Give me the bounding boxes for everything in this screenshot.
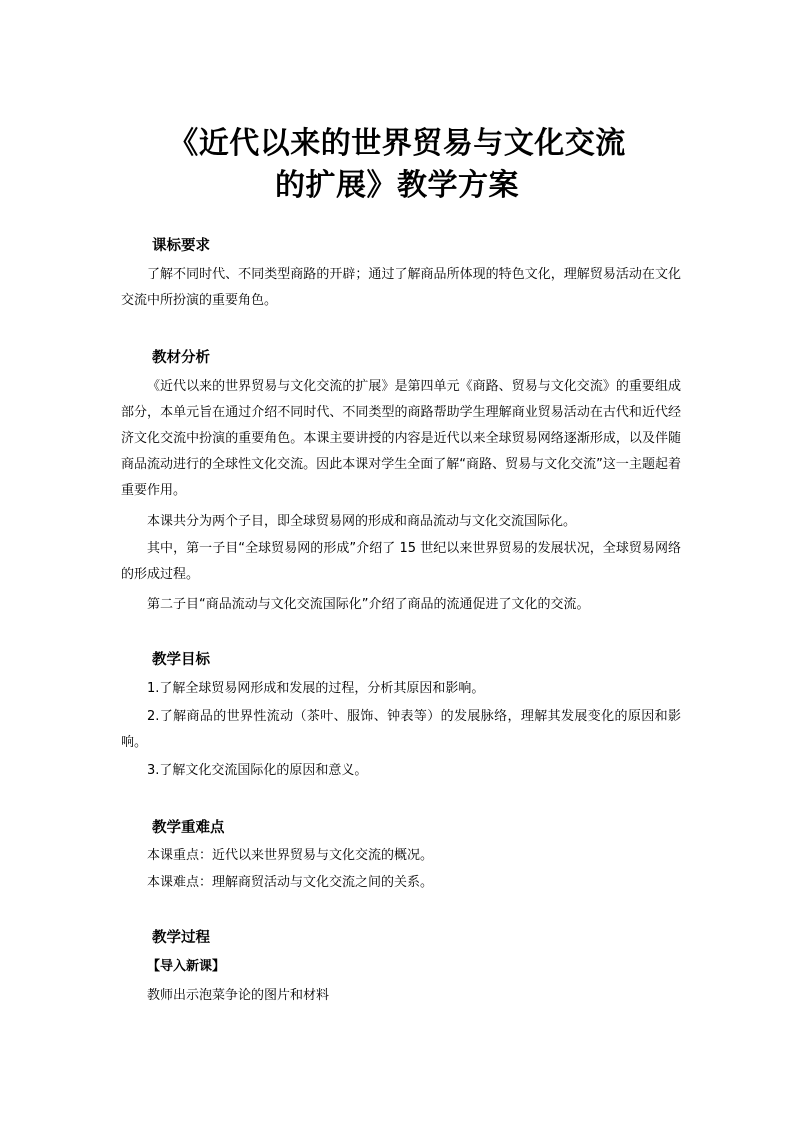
document-title-line1: 《近代以来的世界贸易与文化交流 [168,126,626,161]
subheading-new-lesson: 【导入新课】 [147,959,226,974]
section-heading-teaching-process: 教学过程 [152,930,210,946]
goal-item-2: 2.了解商品的世界性流动（茶叶、服饰、钟表等）的发展脉络，理解其发展变化的原因和影响。 [121,709,681,750]
goal-item-3: 3.了解文化交流国际化的原因和意义。 [147,763,368,778]
key-point-line: 本课重点：近代以来世界贸易与文化交流的概况。 [147,848,434,863]
paragraph-textbook-analysis-3: 其中，第一子目“全球贸易网的形成”介绍了 15 世纪以来世界贸易的发展状况，全球贸易网络的形成过程。 [121,541,681,582]
section-heading-curriculum: 课标要求 [152,238,210,254]
document-title-line2: 的扩展》教学方案 [275,168,519,203]
goal-item-1: 1.了解全球贸易网形成和发展的过程，分析其原因和影响。 [147,681,485,696]
section-heading-teaching-goals: 教学目标 [152,652,210,668]
section-heading-key-points: 教学重难点 [152,820,225,836]
difficult-point-line: 本课难点：理解商贸活动与文化交流之间的关系。 [147,875,434,890]
paragraph-curriculum: 了解不同时代、不同类型商路的开辟；通过了解商品所体现的特色文化，理解贸易活动在文化交流中所扮演的重要角色。 [121,267,681,308]
paragraph-textbook-analysis-1: 《近代以来的世界贸易与文化交流的扩展》是第四单元《商路、贸易与文化交流》的重要组成部分，本单元旨在通过介绍不同时代、不同类型的商路帮助学生理解商业贸易活动在古代和近代经济文化交流中扮演的重要角色。本课主要讲授的内容是近代以来全球贸易网络逐渐形成，以及伴随商品流动进行的全球性文化交流。因此本课对学生全面了解“商路、贸易与文化交流”这一主题起着重要作用。 [121,379,681,498]
section-heading-textbook-analysis: 教材分析 [152,350,210,366]
paragraph-textbook-analysis-2: 本课共分为两个子目，即全球贸易网的形成和商品流动与文化交流国际化。 [147,514,577,529]
process-line-1: 教师出示泡菜争论的图片和材料 [147,988,330,1003]
paragraph-textbook-analysis-4: 第二子目“商品流动与文化交流国际化”介绍了商品的流通促进了文化的交流。 [147,597,590,612]
